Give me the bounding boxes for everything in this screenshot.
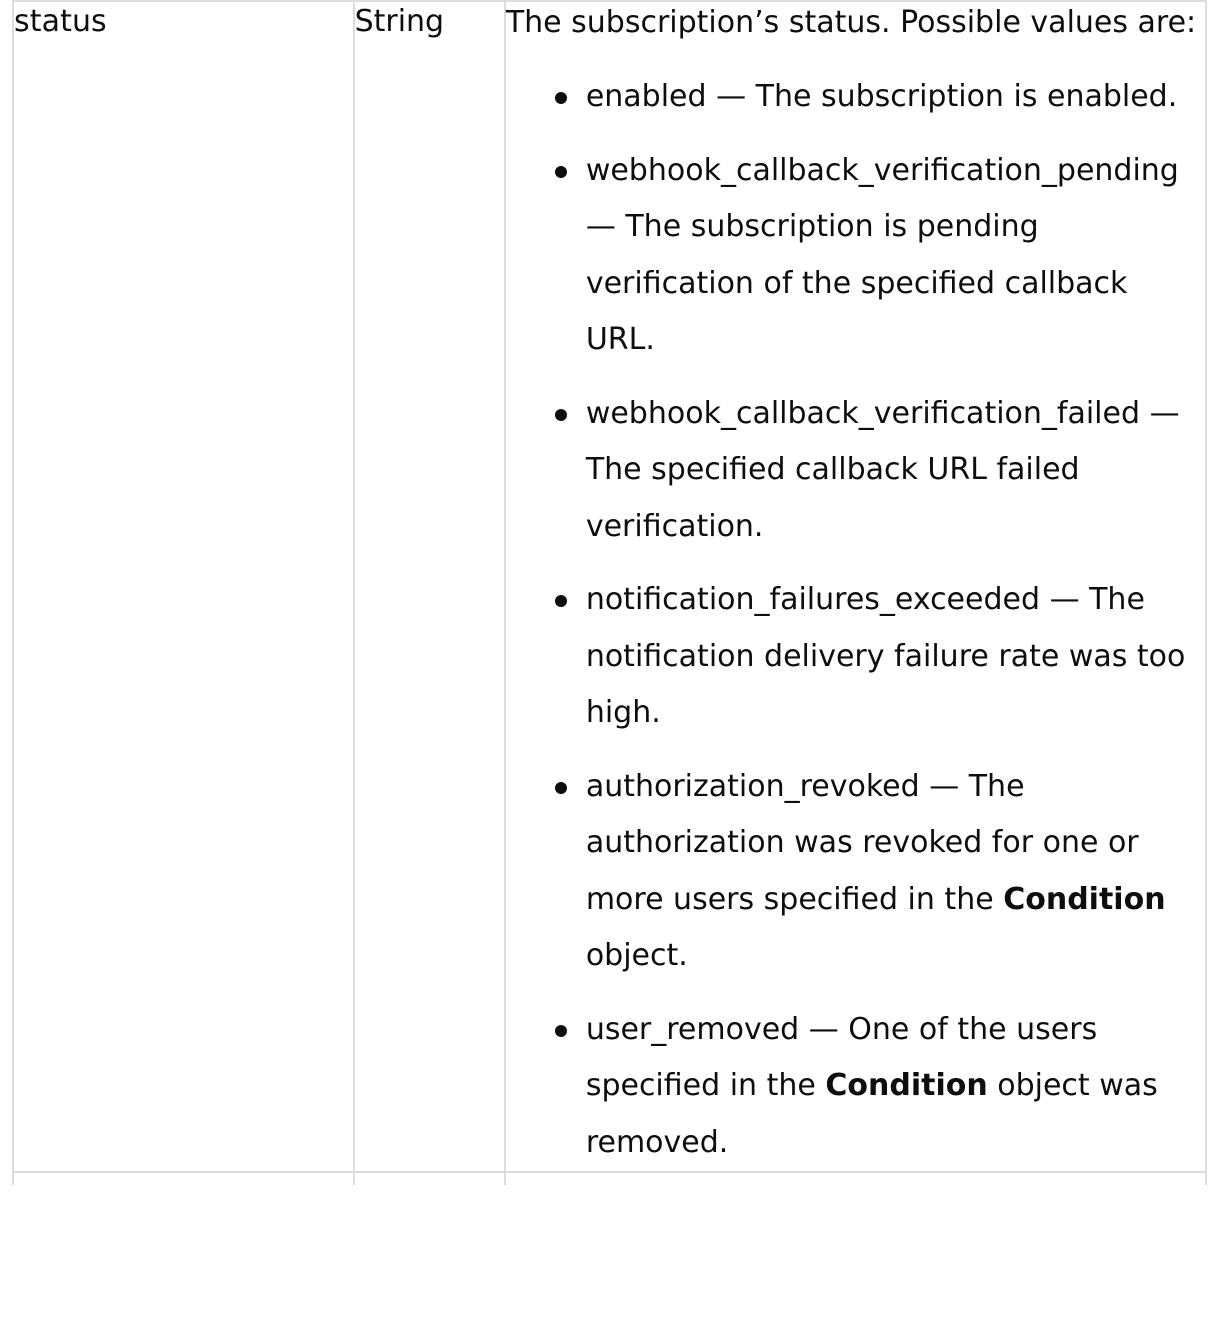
next-row-name-cell	[13, 1172, 354, 1185]
value-description: The notification delivery failure rate was too high.	[585, 582, 1186, 730]
list-item	[586, 69, 1205, 126]
value-description: The subscription is enabled.	[755, 79, 1178, 114]
next-row-description-cell	[505, 1172, 1206, 1185]
list-item	[586, 1002, 1205, 1172]
bullet-icon	[555, 409, 567, 421]
condition-object-name: Condition	[825, 1068, 988, 1103]
value-code: webhook_callback_verification_pending	[585, 152, 1179, 188]
field-description-intro: The subscription’s status. Possible values are:	[505, 5, 1197, 40]
list-item	[586, 759, 1205, 985]
value-description: The specified callback URL failed verification.	[585, 452, 1080, 544]
value-code: authorization_revoked	[585, 768, 920, 804]
value-code: notification_failures_exceeded	[585, 582, 1041, 617]
field-name-cell	[13, 1, 354, 1172]
value-dash: —	[799, 1011, 849, 1047]
value-description: The subscription is pending verification of the specified callback URL.	[585, 209, 1128, 357]
value-dash: —	[919, 768, 969, 804]
list-item	[586, 143, 1205, 369]
list-item	[586, 386, 1205, 556]
field-type-cell	[354, 1, 505, 1172]
value-dash: —	[706, 79, 756, 114]
field-description-cell	[505, 1, 1206, 1172]
condition-object-name: Condition	[1003, 881, 1166, 917]
bullet-icon	[555, 782, 567, 794]
bullet-icon	[555, 1025, 567, 1037]
table-row	[13, 1172, 1206, 1185]
value-code: enabled	[585, 79, 707, 114]
value-dash: —	[1140, 395, 1180, 431]
field-type: String	[354, 4, 445, 39]
list-item	[586, 572, 1205, 742]
bullet-icon	[555, 166, 567, 178]
value-description-suffix: object.	[585, 938, 688, 973]
value-dash: —	[1040, 582, 1090, 617]
value-description: The authorization was revoked for one or more users specified in the	[585, 768, 1139, 917]
value-description: One of the users specified in the	[585, 1011, 1098, 1103]
field-table	[12, 0, 1207, 1185]
value-dash: —	[585, 209, 626, 244]
bullet-icon	[555, 595, 567, 607]
field-name: status	[14, 4, 107, 39]
next-row-type-cell	[354, 1172, 505, 1185]
value-description-suffix: object was removed.	[585, 1068, 1158, 1160]
bullet-icon	[555, 92, 567, 104]
value-code: user_removed	[585, 1011, 800, 1047]
possible-values-list	[506, 69, 1205, 1171]
value-code: webhook_callback_verification_failed	[585, 395, 1141, 431]
table-row	[13, 1, 1206, 1172]
